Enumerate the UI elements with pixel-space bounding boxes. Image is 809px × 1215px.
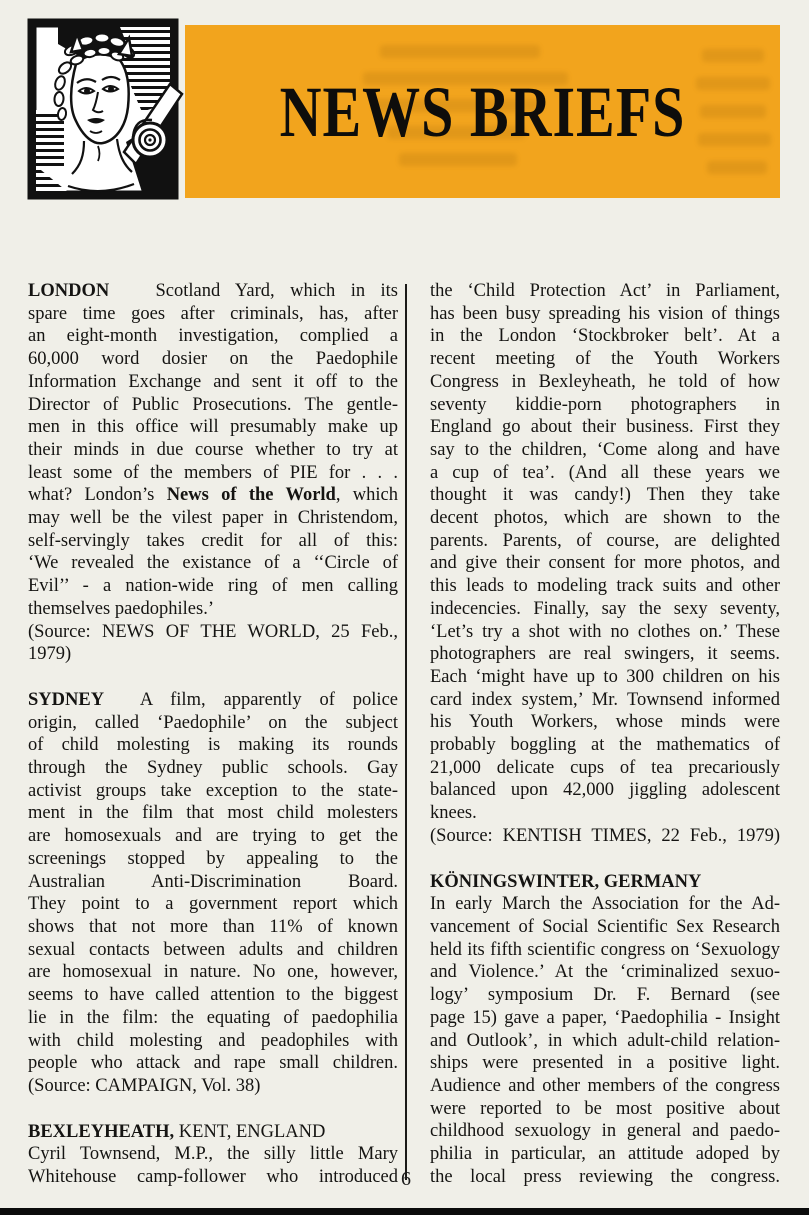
text-line: Australian Anti-Discrimination Board. bbox=[28, 871, 398, 892]
text-line: 60,000 word dosier on the Paedophile bbox=[28, 349, 398, 370]
text-line: ment in the film that most child molesters bbox=[28, 803, 398, 824]
paragraph bbox=[28, 689, 398, 1098]
text-line: seventy kiddie-porn photographers in bbox=[430, 394, 780, 415]
text-line: are homosexuals and are trying to get the bbox=[28, 826, 398, 847]
bleed-through-smudge bbox=[698, 133, 771, 146]
text-line: an eight-month investigation, complied a bbox=[28, 326, 398, 347]
text-line: this leads to modeling track suits and other bbox=[430, 576, 780, 597]
right-column bbox=[430, 280, 780, 1188]
text-line: indecencies. Finally, say the sexy seventy, bbox=[430, 598, 780, 619]
page-title: NEWS BRIEFS bbox=[279, 70, 686, 153]
text-line: Each ‘might have up to 300 children on his bbox=[430, 666, 780, 687]
paragraph bbox=[28, 280, 398, 666]
text-line: In early March the Association for the Ad- bbox=[430, 894, 780, 915]
news-briefs-banner bbox=[185, 25, 780, 198]
bleed-through-smudge bbox=[707, 161, 767, 174]
text-line: LONDON Scotland Yard, which in its bbox=[28, 281, 398, 301]
text-line: his Youth Workers, whose minds were bbox=[430, 712, 780, 733]
text-line: Cyril Townsend, M.P., the silly little Mary bbox=[28, 1144, 398, 1165]
text-line: (Source: KENTISH TIMES, 22 Feb., 1979) bbox=[430, 825, 780, 846]
text-line: page 15) gave a paper, ‘Paedophilia - Insight bbox=[430, 1007, 780, 1028]
faun-head-woodcut-icon bbox=[24, 14, 190, 206]
text-line: what? London’s News of the World, which bbox=[28, 485, 399, 506]
paragraph bbox=[430, 280, 780, 848]
paragraph bbox=[430, 871, 780, 1189]
text-line: photographers are real swingers, it seems. bbox=[430, 644, 780, 665]
text-line: balanced upon 42,000 jiggling adolescent bbox=[430, 780, 780, 801]
text-line: with child molesting and peadophiles with bbox=[28, 1030, 398, 1051]
text-line: Congress in Bexleyheath, he told of how bbox=[430, 371, 780, 392]
text-line: SYDNEY A film, apparently of police bbox=[28, 689, 398, 710]
text-line: a cup of tea’. (And all these years we bbox=[430, 462, 780, 483]
text-line: card index system,’ Mr. Townsend informed bbox=[430, 689, 780, 710]
text-line: activist groups take exception to the state- bbox=[28, 780, 398, 801]
column-divider bbox=[405, 284, 407, 1180]
bleed-through-smudge bbox=[380, 45, 540, 58]
page-number: 6 bbox=[401, 1168, 411, 1190]
left-column bbox=[28, 280, 398, 1189]
text-line: and Outlook’, in which adult-child relation- bbox=[430, 1030, 780, 1051]
text-line: decent photos, which are shown to the bbox=[430, 508, 780, 529]
text-line: recent meeting of the Youth Workers bbox=[430, 349, 780, 370]
text-line: Whitehouse camp-follower who introduced bbox=[28, 1167, 398, 1188]
text-line: and Violence.’ At the ‘criminalized sexuo- bbox=[430, 962, 780, 983]
text-line: the ‘Child Protection Act’ in Parliament, bbox=[430, 281, 780, 301]
text-line: are homosexual in nature. No one, however, bbox=[28, 962, 398, 983]
text-line: themselves paedophiles.’ bbox=[28, 598, 214, 619]
text-line: Director of Public Prosecutions. The gentle- bbox=[28, 394, 398, 415]
text-line: BEXLEYHEATH, KENT, ENGLAND bbox=[28, 1121, 326, 1142]
text-line: self-servingly takes credit for all of this: bbox=[28, 530, 398, 551]
text-line: ‘Let’s try a shot with no clothes on.’ These bbox=[430, 621, 780, 642]
text-line: and give their consent for more photos, and bbox=[430, 553, 780, 574]
text-line: probably boggling at the mathematics of bbox=[430, 735, 780, 756]
text-line: seems to have called attention to the biggest bbox=[28, 985, 398, 1006]
text-line: sexual contacts between adults and children bbox=[28, 939, 398, 960]
text-line: men in this office will presumably make up bbox=[28, 417, 398, 438]
text-line: Audience and other members of the congress bbox=[430, 1075, 780, 1096]
text-line: their minds in due course whether to try at bbox=[28, 439, 398, 460]
text-line: say to the children, ‘Come along and have bbox=[430, 439, 780, 460]
bleed-through-smudge bbox=[399, 153, 517, 166]
text-line: They point to a government report which bbox=[28, 894, 398, 915]
text-line: screenings stopped by appealing to the bbox=[28, 848, 398, 869]
text-line: were reported to be most positive about bbox=[430, 1098, 780, 1119]
bleed-through-smudge bbox=[700, 105, 766, 118]
text-line: ships were presented in a positive light. bbox=[430, 1053, 780, 1074]
bleed-through-smudge bbox=[696, 77, 770, 90]
text-line: (Source: CAMPAIGN, Vol. 38) bbox=[28, 1075, 261, 1096]
text-line: childhood sexuology in general and paedo- bbox=[430, 1121, 780, 1142]
text-line: parents. Parents, of course, are delighted bbox=[430, 530, 780, 551]
scan-bottom-edge bbox=[0, 1208, 809, 1215]
text-line: knees. bbox=[430, 803, 477, 824]
text-line: England go about their business. First they bbox=[430, 417, 780, 438]
text-line: thought it was candy!) Then they take bbox=[430, 485, 780, 506]
text-line: has been busy spreading his vision of things bbox=[430, 303, 780, 324]
text-line: the local press reviewing the congress. bbox=[430, 1166, 780, 1187]
text-line: philia in particular, an attitude adoped by bbox=[430, 1144, 780, 1165]
text-line: may well be the vilest paper in Christendom, bbox=[28, 508, 398, 529]
text-line: 21,000 delicate cups of tea precariously bbox=[430, 757, 780, 778]
text-line: 1979) bbox=[28, 644, 72, 665]
text-line: ‘We revealed the existance of a ‘‘Circle of bbox=[28, 553, 398, 574]
text-line: origin, called ‘Paedophile’ on the subject bbox=[28, 712, 398, 733]
text-line: Evil’’ - a nation-wide ring of men calling bbox=[28, 576, 398, 597]
text-line: least some of the members of PIE for . . . bbox=[28, 462, 398, 483]
text-line: logy’ symposium Dr. F. Bernard (see bbox=[430, 985, 780, 1006]
text-line: of child molesting is making its rounds bbox=[28, 735, 398, 756]
bleed-through-smudge bbox=[702, 49, 764, 62]
text-line: people who attack and rape small children. bbox=[28, 1053, 398, 1074]
text-line: vancement of Social Scientific Sex Research bbox=[430, 916, 780, 937]
faun-head-illustration bbox=[24, 14, 190, 206]
text-line: Information Exchange and sent it off to the bbox=[28, 371, 398, 392]
text-line: shows that not more than 11% of known bbox=[28, 916, 398, 937]
text-line: through the Sydney public schools. Gay bbox=[28, 758, 398, 779]
text-line: in the London ‘Stockbroker belt’. At a bbox=[430, 326, 780, 347]
text-line: held its fifth scientific congress on ‘Sexuology bbox=[430, 939, 780, 960]
text-line: (Source: NEWS OF THE WORLD, 25 Feb., bbox=[28, 621, 398, 642]
text-line: lie in the film: the equating of paedophilia bbox=[28, 1007, 398, 1028]
text-line: KÖNINGSWINTER, GERMANY bbox=[430, 871, 702, 892]
text-line: spare time goes after criminals, has, after bbox=[28, 303, 398, 324]
